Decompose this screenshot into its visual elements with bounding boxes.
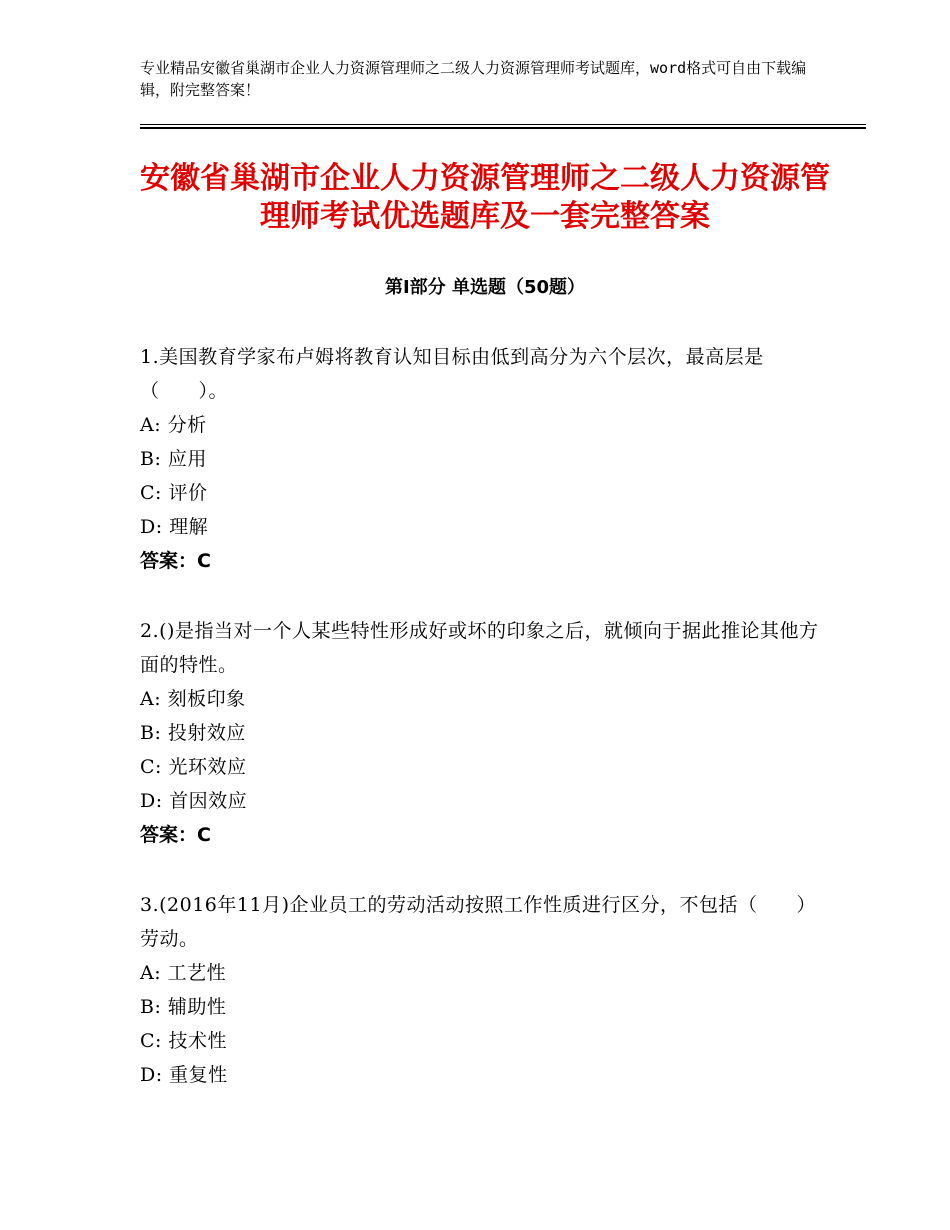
option-b: B: 应用 <box>140 448 207 470</box>
option-d: D: 重复性 <box>140 1064 228 1086</box>
option-c: C: 评价 <box>140 482 208 504</box>
option-d: D: 首因效应 <box>140 790 248 812</box>
answer: 答案：C <box>140 550 211 572</box>
header-rule-thin <box>140 124 866 125</box>
option-a: A: 工艺性 <box>140 962 227 984</box>
question-1 <box>140 340 820 578</box>
option-a: A: 分析 <box>140 414 207 436</box>
option-c: C: 技术性 <box>140 1030 227 1052</box>
question-stem: 3.(2016年11月)企业员工的劳动活动按照工作性质进行区分，不包括（ ）劳动。 <box>140 894 816 950</box>
answer: 答案：C <box>140 824 211 846</box>
question-2 <box>140 614 820 852</box>
option-d: D: 理解 <box>140 516 209 538</box>
section-heading: 第Ⅰ部分 单选题（50题） <box>384 277 585 298</box>
option-b: B: 辅助性 <box>140 996 227 1018</box>
option-c: C: 光环效应 <box>140 756 247 778</box>
question-stem: 1.美国教育学家布卢姆将教育认知目标由低到高分为六个层次，最高层是（ ）。 <box>140 346 764 402</box>
option-b: B: 投射效应 <box>140 722 246 744</box>
header-rule-thick <box>140 127 866 129</box>
question-list <box>140 340 820 1128</box>
option-a: A: 刻板印象 <box>140 688 246 710</box>
document-title: 安徽省巢湖市企业人力资源管理师之二级人力资源管理师考试优选题库及一套完整答案 <box>140 161 830 234</box>
question-stem: 2.()是指当对一个人某些特性形成好或坏的印象之后，就倾向于据此推论其他方面的特性。 <box>140 620 819 676</box>
question-3 <box>140 888 820 1092</box>
header-note: 专业精品安徽省巢湖市企业人力资源管理师之二级人力资源管理师考试题库，word格式可自由下载编辑，附完整答案！ <box>140 59 807 99</box>
